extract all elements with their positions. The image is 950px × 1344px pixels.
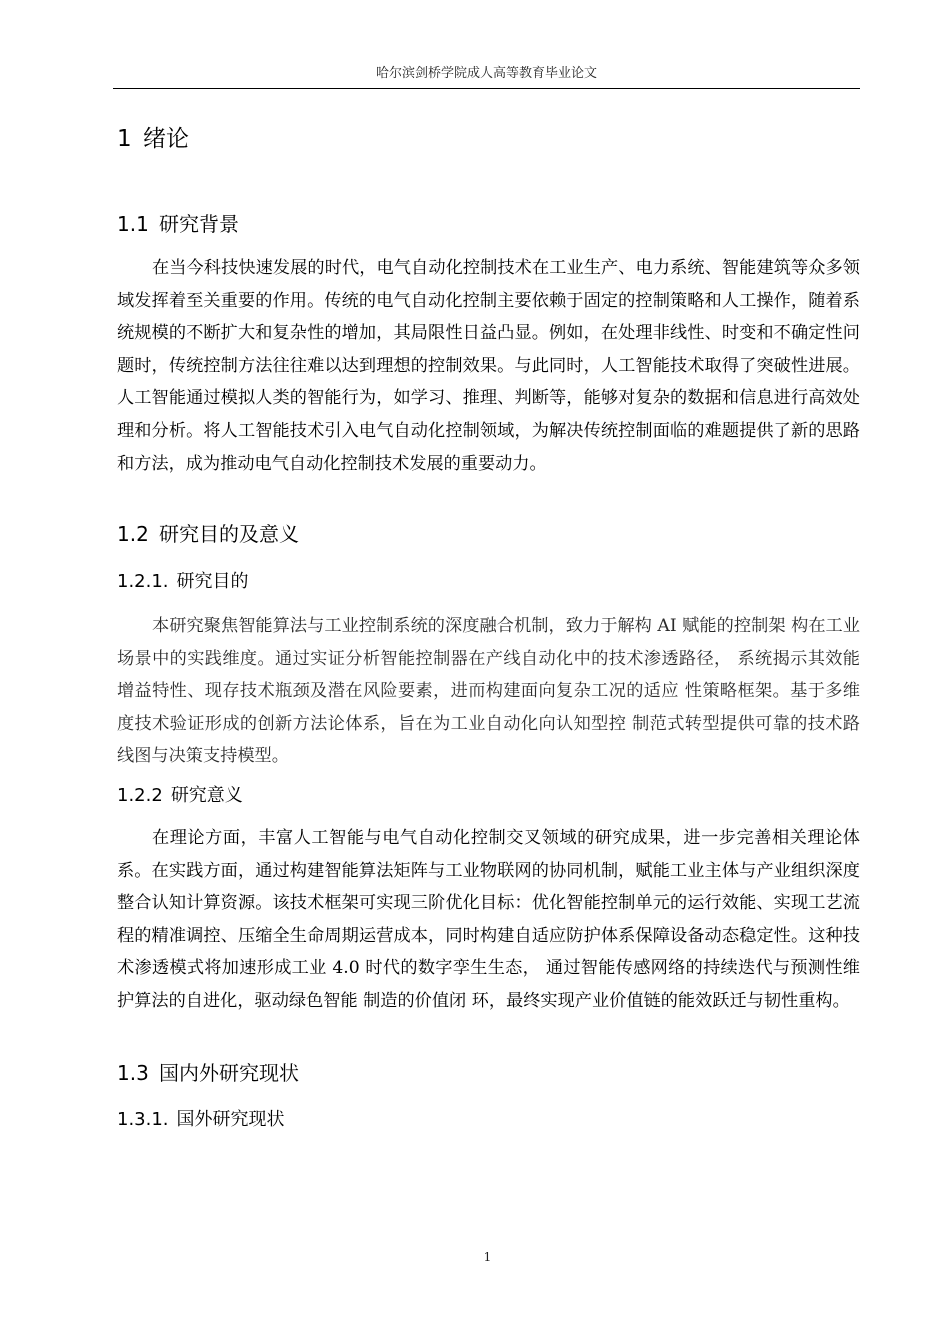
header-rule [113,88,860,89]
subsection-heading-purpose [117,571,249,593]
subsection-title: 研究目的 [176,571,249,592]
chapter-heading [117,126,189,154]
running-header: 哈尔滨剑桥学院成人高等教育毕业论文 [375,66,597,81]
section-title: 国内外研究现状 [159,1061,299,1085]
chapter-number: 1 [117,126,132,152]
subsection-heading-foreign-status [117,1109,285,1131]
subsection-title: 研究意义 [170,785,243,806]
paragraph-significance: 在理论方面，丰富人工智能与电气自动化控制交叉领域的研究成果，进一步完善相关理论体系。在实践方面，通过构建智能算法矩阵与工业物联网的协同机制，赋能工业主体与产业组织深度整合认知计算资源。该技术框架可实现三阶优化目标：优化智能控制单元的运行效能、实现工艺流程的精准调控、压缩全生命周期运营成本，同时构建自适应防护体系保障设备动态稳定性。这种技术渗透模式将加速形成工业 4.0 时代的数字孪生生态， 通过智能传感网络的持续迭代与预测性维护算法的自进化，驱动绿色智能 制造的价值闭 环，最终实现产业价值链的能效跃迁与韧性重构。 [117,828,860,1011]
section-number: 1.1 [117,212,149,236]
chapter-title: 绪论 [143,126,189,152]
paragraph-purpose: 本研究聚焦智能算法与工业控制系统的深度融合机制，致力于解构 AI 赋能的控制架 构在工业场景中的实践维度。通过实证分析智能控制器在产线自动化中的技术渗透路径， 系统揭示其效能增益特性、现存技术瓶颈及潜在风险要素，进而构建面向复杂工况的适应 性策略框架。基于多维度技术验证形成的创新方法论体系，旨在为工业自动化向认知型控 制范式转型提供可靠的技术路线图与决策支持模型。 [117,616,860,767]
section-heading-status [117,1061,299,1085]
section-heading-background [117,212,239,236]
section-title: 研究背景 [159,212,239,236]
section-number: 1.3 [117,1061,149,1085]
page-number: 1 [483,1250,492,1264]
paragraph-background: 在当今科技快速发展的时代，电气自动化控制技术在工业生产、电力系统、智能建筑等众多领域发挥着至关重要的作用。传统的电气自动化控制主要依赖于固定的控制策略和人工操作，随着系统规模的不断扩大和复杂性的增加，其局限性日益凸显。例如，在处理非线性、时变和不确定性问题时，传统控制方法往往难以达到理想的控制效果。与此同时，人工智能技术取得了突破性进展。人工智能通过模拟人类的智能行为，如学习、推理、判断等，能够对复杂的数据和信息进行高效处理和分析。将人工智能技术引入电气自动化控制领域，为解决传统控制面临的难题提供了新的思路和方法，成为推动电气自动化控制技术发展的重要动力。 [117,258,860,474]
section-title: 研究目的及意义 [159,522,299,546]
section-number: 1.2 [117,522,149,546]
subsection-heading-significance [117,785,243,807]
subsection-number: 1.2.2 [117,785,163,806]
subsection-title: 国外研究现状 [176,1109,285,1130]
section-heading-purpose-significance [117,522,299,546]
subsection-number: 1.2.1. [117,571,169,592]
subsection-number: 1.3.1. [117,1109,169,1130]
